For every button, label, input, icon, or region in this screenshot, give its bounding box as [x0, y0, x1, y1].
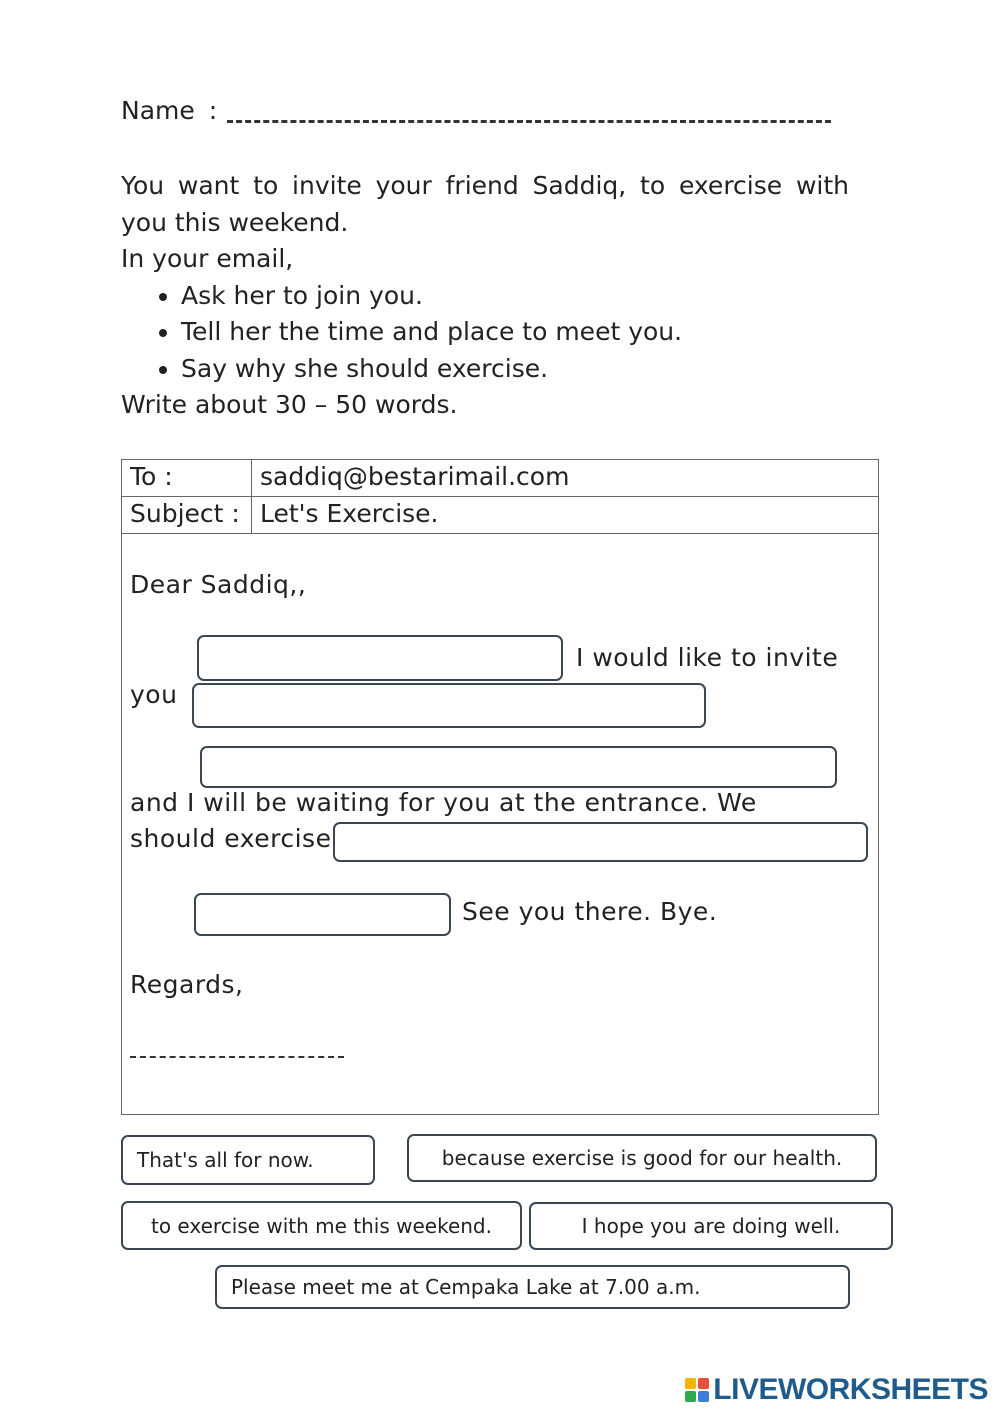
- prompt-bullet: • Say why she should exercise.: [181, 351, 849, 388]
- logo-square: [685, 1378, 696, 1389]
- email-text-should: should exercise: [130, 824, 332, 853]
- name-colon: :: [208, 96, 218, 125]
- logo-square: [685, 1391, 696, 1402]
- email-to-row: [122, 460, 878, 497]
- email-subject-row: [122, 497, 878, 534]
- logo-square: [698, 1391, 709, 1402]
- option-chip[interactable]: because exercise is good for our health.: [407, 1134, 877, 1182]
- answer-box-4[interactable]: [333, 822, 868, 862]
- email-greeting: Dear Saddiq,,: [130, 570, 307, 599]
- email-text-waiting: and I will be waiting for you at the entrance. We: [130, 788, 757, 817]
- task-prompt: [121, 168, 849, 424]
- email-to-value: saddiq@bestarimail.com: [260, 462, 570, 491]
- logo-square: [698, 1378, 709, 1389]
- prompt-line-3: In your email,: [121, 244, 294, 273]
- liveworksheets-logo: [685, 1374, 988, 1406]
- email-regards: Regards,: [130, 970, 244, 999]
- option-chip[interactable]: I hope you are doing well.: [529, 1202, 893, 1250]
- email-header-divider: [251, 460, 252, 533]
- name-label: Name: [121, 96, 195, 125]
- email-text-you: you: [130, 680, 178, 709]
- signature-line: [130, 1056, 344, 1058]
- prompt-line-2: you this weekend.: [121, 207, 349, 237]
- option-chip[interactable]: Please meet me at Cempaka Lake at 7.00 a.m.: [215, 1265, 850, 1309]
- email-text-see-you: See you there. Bye.: [462, 897, 718, 926]
- name-answer-line[interactable]: [227, 117, 831, 123]
- email-to-label: To :: [130, 462, 173, 491]
- prompt-bullet: • Tell her the time and place to meet you.: [181, 314, 849, 351]
- email-subject-label: Subject :: [130, 499, 240, 528]
- email-text-invite: I would like to invite: [576, 643, 839, 672]
- email-subject-value: Let's Exercise.: [260, 499, 439, 528]
- logo-mark-icon: [685, 1378, 709, 1402]
- name-line: [121, 96, 831, 125]
- answer-box-1[interactable]: [197, 635, 563, 681]
- option-chip[interactable]: to exercise with me this weekend.: [121, 1201, 522, 1250]
- option-chip[interactable]: That's all for now.: [121, 1135, 375, 1185]
- prompt-line-1: You want to invite your friend Saddiq, to exercise with: [121, 171, 849, 200]
- prompt-line-4: Write about 30 – 50 words.: [121, 390, 458, 419]
- answer-box-3[interactable]: [200, 746, 837, 788]
- answer-box-5[interactable]: [194, 893, 451, 936]
- prompt-bullet: • Ask her to join you.: [181, 278, 849, 315]
- logo-wordmark: LIVEWORKSHEETS: [713, 1373, 988, 1406]
- answer-box-2[interactable]: [192, 683, 706, 728]
- prompt-bullet-list: [121, 278, 849, 388]
